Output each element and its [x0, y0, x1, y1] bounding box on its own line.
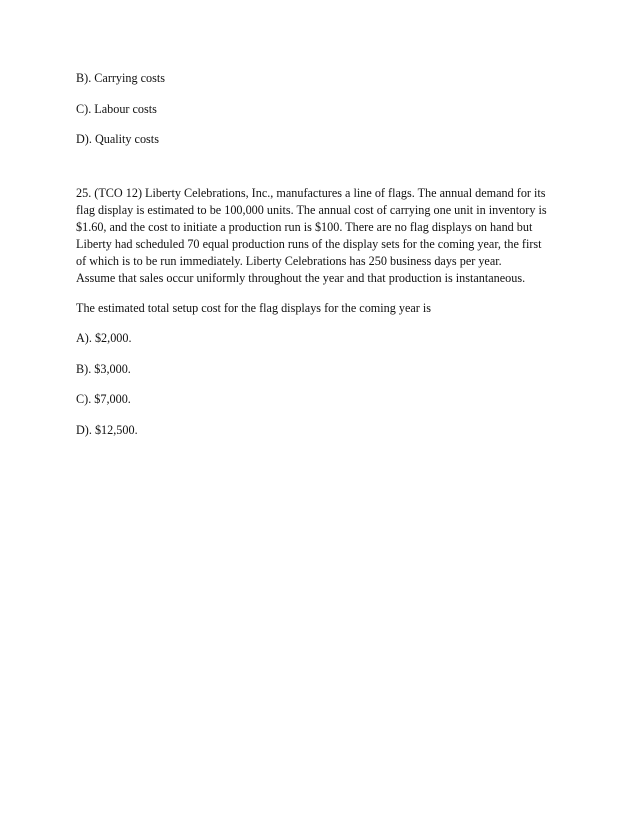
answer-option-a: A). $2,000.	[76, 331, 132, 345]
question-line: 25. (TCO 12) Liberty Celebrations, Inc., manufactures a line of flags. The annual demand for its	[76, 185, 546, 200]
question-line: Assume that sales occur uniformly throughout the year and that production is instantaneous.	[76, 270, 526, 285]
question-25-text	[76, 185, 566, 287]
question-line: flag display is estimated to be 100,000 units. The annual cost of carrying one unit in inventory is	[76, 202, 547, 217]
answer-option-c: C). $7,000.	[76, 392, 131, 406]
question-line: of which is to be run immediately. Liberty Celebrations has 250 business days per year.	[76, 253, 502, 268]
answer-option-b: B). $3,000.	[76, 361, 131, 376]
option-d-quality-costs: D). Quality costs	[76, 132, 159, 146]
document-body	[76, 70, 566, 452]
spacer	[76, 162, 566, 185]
question-line: $1.60, and the cost to initiate a production run is $100. There are no flag displays on hand but	[76, 219, 533, 234]
option-b-carrying-costs: B). Carrying costs	[76, 71, 166, 85]
answer-option-d: D). $12,500.	[76, 422, 138, 437]
question-prompt: The estimated total setup cost for the flag displays for the coming year is	[76, 300, 432, 315]
question-line: Liberty had scheduled 70 equal production runs of the display sets for the coming year, the first	[76, 236, 542, 251]
option-c-labour-costs: C). Labour costs	[76, 101, 157, 116]
